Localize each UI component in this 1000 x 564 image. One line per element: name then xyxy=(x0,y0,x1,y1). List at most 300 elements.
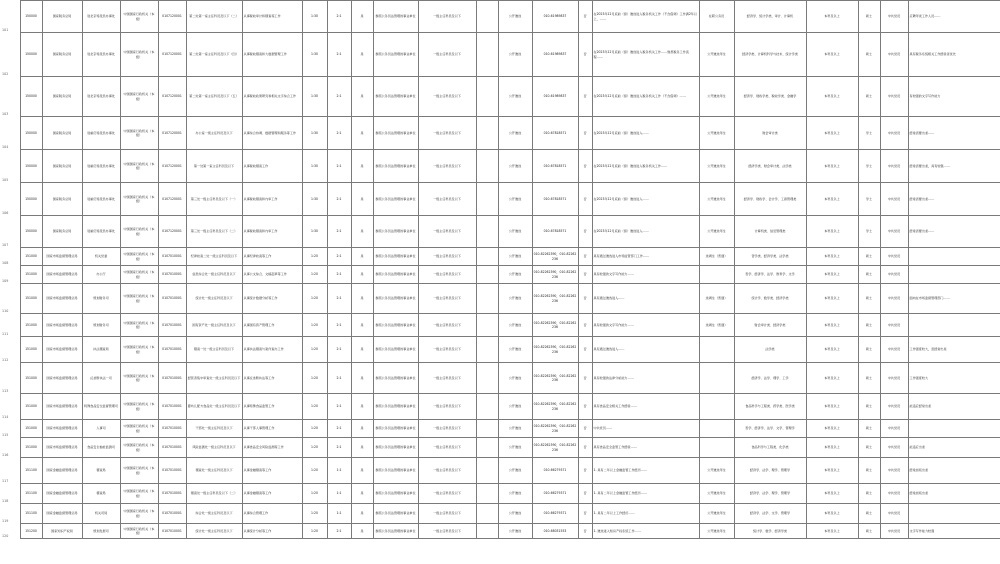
table-cell: 硕士 xyxy=(858,420,880,438)
table-cell xyxy=(476,394,498,420)
table-row xyxy=(0,337,1000,363)
table-cell: 0107120001 xyxy=(158,117,186,150)
table-cell: 中国国家行政机关（本级） xyxy=(120,420,158,438)
table-cell: 010-67818571 xyxy=(532,216,578,248)
table-cell: 公开遴选 xyxy=(498,394,532,420)
table-cell: 硕士 xyxy=(858,1,880,33)
table-cell: 010-82262390，010-82262236 xyxy=(532,337,578,363)
table-cell: 哲学、经济学、法学、教育学、文学 xyxy=(734,266,806,284)
table-cell: 010-82262390，010-82262236 xyxy=(532,314,578,337)
table-cell: 具有较强的文字写作能力…… xyxy=(592,314,699,337)
table-cell: 2:1 xyxy=(327,394,351,420)
table-cell: 150000 xyxy=(20,117,42,150)
table-cell: 中国国家行政机关（本级） xyxy=(120,504,158,524)
table-cell: 一级主任科员及以下 xyxy=(418,394,476,420)
table-cell: 驻重庆特派员办事处 xyxy=(82,216,120,248)
table-cell: 国有资产处一级主任科员及以下 xyxy=(186,314,242,337)
row-number: 106 xyxy=(0,183,20,216)
table-cell: 0107010001 xyxy=(158,266,186,284)
table-cell: 从事统计分析等工作 xyxy=(242,524,302,539)
table-cell: 公开遴选 xyxy=(498,484,532,504)
table-cell: 公开遴选 xyxy=(498,314,532,337)
table-cell xyxy=(476,314,498,337)
table-cell: 国家市场监督管理总局 xyxy=(42,266,82,284)
table-cell: 是 xyxy=(351,438,373,458)
table-cell: 反垄断执法一司 xyxy=(82,363,120,394)
table-cell: 执法稽查局 xyxy=(82,337,120,363)
table-cell: 公开遴选考生 xyxy=(699,484,734,504)
table-cell: 中国国家行政机关（本级） xyxy=(120,1,158,33)
table-cell: 一级主任科员及以下 xyxy=(418,524,476,539)
table-cell: 本科及以上 xyxy=(806,420,858,438)
table-cell: 统计处一级主任科员及以下 xyxy=(186,284,242,314)
row-number: 116 xyxy=(0,438,20,458)
table-cell xyxy=(699,266,734,284)
row-number: 114 xyxy=(0,394,20,420)
table-cell: 驻重庆特派员办事处 xyxy=(82,117,120,150)
table-cell: 国家市场监督管理总局 xyxy=(42,394,82,420)
table-cell: 是 xyxy=(351,524,373,539)
table-cell: 参照公务员法管理的事业单位 xyxy=(373,1,418,33)
table-cell: 中共党员 xyxy=(880,284,908,314)
table-cell: 具有通过遴选进入…… xyxy=(592,284,699,314)
table-cell: 国家税务总局 xyxy=(42,150,82,183)
table-cell: 2:1 xyxy=(327,524,351,539)
table-cell: 公开遴选 xyxy=(498,33,532,77)
table-cell: 纪律检查二处一级主任科员及以下 xyxy=(186,248,242,266)
table-cell xyxy=(476,216,498,248)
table-cell: 一级主任科员及以下 xyxy=(418,183,476,216)
table-cell: 参照公务员法管理的事业单位 xyxy=(373,484,418,504)
table-row xyxy=(0,216,1000,248)
table-cell: 国家金融监督管理总局 xyxy=(42,504,82,524)
table-cell: 学士 xyxy=(858,150,880,183)
table-cell: 中共党员 xyxy=(880,266,908,284)
table-cell: 第二处第一室主任科员及以下（二） xyxy=(186,1,242,33)
table-cell: 2:1 xyxy=(327,33,351,77)
table-cell: 国家市场监督管理总局 xyxy=(42,314,82,337)
table-cell: 本科及以上 xyxy=(806,33,858,77)
table-cell: 2:1 xyxy=(327,363,351,394)
table-cell: 010-82262390，010-82262236 xyxy=(532,420,578,438)
table-cell: 一级主任科员及以下 xyxy=(418,420,476,438)
table-cell: 010-67818571 xyxy=(532,117,578,150)
table-cell: 国家市场监督管理总局 xyxy=(42,420,82,438)
table-cell xyxy=(908,266,1000,284)
table-row xyxy=(0,524,1000,539)
table-cell xyxy=(699,337,734,363)
table-cell: 国家税务总局 xyxy=(42,117,82,150)
table-cell: 从事税收稽查和大数据管理工作 xyxy=(242,33,302,77)
table-cell xyxy=(476,504,498,524)
table-cell: 驻北京特派员办事处 xyxy=(82,1,120,33)
table-row xyxy=(0,394,1000,420)
table-cell: 151000 xyxy=(20,337,42,363)
table-cell xyxy=(476,183,498,216)
table-cell: 151200 xyxy=(20,524,42,539)
table-cell: 本科及以上 xyxy=(806,183,858,216)
table-cell: 学士 xyxy=(858,117,880,150)
table-cell: 具有较强的文字写作能力…… xyxy=(592,266,699,284)
table-cell xyxy=(699,394,734,420)
table-cell: 公开遴选考生 xyxy=(699,504,734,524)
table-cell: 硕士 xyxy=(858,394,880,420)
table-cell: 010-61989837 xyxy=(532,33,578,77)
table-cell: 中国国家行政机关（本级） xyxy=(120,284,158,314)
table-cell: 是 xyxy=(351,150,373,183)
table-cell: 法学类 xyxy=(734,337,806,363)
table-cell: 公开遴选 xyxy=(498,504,532,524)
table-cell: 0107010001 xyxy=(158,394,186,420)
table-cell: 从事执法稽查与案件查办工作 xyxy=(242,337,302,363)
table-cell: 否 xyxy=(578,504,592,524)
table-cell: 是 xyxy=(351,284,373,314)
table-cell: 1:30 xyxy=(302,216,327,248)
table-cell: 本科及以上 xyxy=(806,504,858,524)
table-cell: 公开遴选 xyxy=(498,117,532,150)
table-cell: 公开遴选 xyxy=(498,248,532,266)
table-cell xyxy=(699,420,734,438)
table-cell: 稽查处一级主任科员及以下（二） xyxy=(186,484,242,504)
table-cell: 婴幼儿配方食品处一级主任科员及以下 xyxy=(186,394,242,420)
table-cell: 151000 xyxy=(20,266,42,284)
table-cell: 否 xyxy=(578,150,592,183)
table-cell: 风险监测处一级主任科员及以下 xyxy=(186,438,242,458)
table-cell: 否 xyxy=(578,117,592,150)
table-cell: 硕士 xyxy=(858,77,880,117)
table-cell: 经济学、统计学类、审计、计算机 xyxy=(734,1,806,33)
table-row xyxy=(0,33,1000,77)
table-cell: 第三处一级主任科员及以下（二） xyxy=(186,216,242,248)
table-cell: 办公厅 xyxy=(82,266,120,284)
table-cell: 中国国家行政机关（本级） xyxy=(120,33,158,77)
table-cell: 中国国家行政机关（本级） xyxy=(120,216,158,248)
table-cell: 公开遴选 xyxy=(498,1,532,33)
table-cell: 哲学、经济学、法学、文学、管理学 xyxy=(734,420,806,438)
table-cell: 2:1 xyxy=(327,337,351,363)
table-cell: 参照公务员法管理的事业单位 xyxy=(373,504,418,524)
table-cell: 中国国家行政机关（本级） xyxy=(120,524,158,539)
table-row xyxy=(0,183,1000,216)
table-row xyxy=(0,150,1000,183)
table-row xyxy=(0,266,1000,284)
table-cell xyxy=(476,484,498,504)
table-cell: 是 xyxy=(351,337,373,363)
table-cell: 1:20 xyxy=(302,363,327,394)
table-cell xyxy=(908,314,1000,337)
table-cell: 是 xyxy=(351,363,373,394)
table-cell: 学士 xyxy=(858,183,880,216)
table-cell: 哲学类、经济学类、法学类 xyxy=(734,248,806,266)
table-cell: 中国国家行政机关（本级） xyxy=(120,484,158,504)
table-cell: 经常需要出差…… xyxy=(908,183,1000,216)
table-cell: 否 xyxy=(578,183,592,216)
table-cell: 本科及以上 xyxy=(806,248,858,266)
table-cell: 0107010001 xyxy=(158,314,186,337)
table-cell: 本科及以上 xyxy=(806,484,858,504)
table-cell: 硕士 xyxy=(858,337,880,363)
table-cell: 干部处一级主任科员及以下 xyxy=(186,420,242,438)
table-cell: 1:20 xyxy=(302,524,327,539)
table-cell: 中共党员 xyxy=(880,337,908,363)
table-cell: 公开遴选 xyxy=(498,266,532,284)
table-cell: 食品安全抽检监测司 xyxy=(82,438,120,458)
row-number: 111 xyxy=(0,314,20,337)
table-cell: 2:1 xyxy=(327,183,351,216)
table-cell: 一级主任科员及以下 xyxy=(418,216,476,248)
table-cell: 是 xyxy=(351,266,373,284)
table-cell: 具有食品安全监管工作经验…… xyxy=(592,438,699,458)
table-cell: 1:30 xyxy=(302,1,327,33)
table-cell: 经济学、财政学类、税收学类、金融学 xyxy=(734,77,806,117)
table-cell: 150000 xyxy=(20,216,42,248)
table-cell: 是 xyxy=(351,458,373,484)
table-cell: 一级主任科员及以下 xyxy=(418,1,476,33)
table-cell: 学士 xyxy=(858,216,880,248)
table-cell: 公开遴选考生 xyxy=(699,216,734,248)
table-cell: 中国国家行政机关（本级） xyxy=(120,77,158,117)
table-cell: 1:30 xyxy=(302,117,327,150)
table-cell: 0107120001 xyxy=(158,33,186,77)
table-cell: 国家知识产权局 xyxy=(42,524,82,539)
table-cell: 010-82262390，010-82262236 xyxy=(532,394,578,420)
table-cell: 1:20 xyxy=(302,420,327,438)
table-cell: 一级主任科员及以下 xyxy=(418,314,476,337)
table-cell: 本科及以上 xyxy=(806,314,858,337)
table-cell: 151000 xyxy=(20,314,42,337)
table-cell: 计算机类、信息管理类 xyxy=(734,216,806,248)
table-cell: 选调生（普通） xyxy=(699,248,734,266)
table-cell: 010-82262390，010-82262236 xyxy=(532,438,578,458)
table-cell: 010-82262390，010-82262236 xyxy=(532,284,578,314)
table-cell: 1. 遴选进入知识产权系统工作…… xyxy=(592,524,699,539)
row-number: 118 xyxy=(0,484,20,504)
table-cell: 特殊食品安全监督管理司 xyxy=(82,394,120,420)
table-cell: 151000 xyxy=(20,420,42,438)
table-row xyxy=(0,504,1000,524)
table-cell: 参照公务员法管理的事业单位 xyxy=(373,150,418,183)
table-cell: 第三处一级主任科员及以下（一） xyxy=(186,183,242,216)
table-cell: 硕士 xyxy=(858,484,880,504)
table-cell: 一级主任科员及以下 xyxy=(418,150,476,183)
table-cell: 1:30 xyxy=(302,77,327,117)
table-cell: 0107120001 xyxy=(158,216,186,248)
table-cell: 150000 xyxy=(20,150,42,183)
table-cell: 国家市场监督管理总局 xyxy=(42,284,82,314)
table-cell: 参照公务员法管理的事业单位 xyxy=(373,524,418,539)
table-cell: 010-66279371 xyxy=(532,458,578,484)
table-cell: 硕士 xyxy=(858,363,880,394)
table-cell: 否 xyxy=(578,394,592,420)
table-cell: 1:20 xyxy=(302,337,327,363)
table-cell: 硕士 xyxy=(858,266,880,284)
table-cell: 一级主任科员及以下 xyxy=(418,337,476,363)
table-cell xyxy=(476,33,498,77)
table-cell: 公开遴选考生 xyxy=(699,33,734,77)
row-number: 105 xyxy=(0,150,20,183)
table-cell: 中共党员 xyxy=(880,438,908,458)
table-cell: 硕士 xyxy=(858,504,880,524)
table-cell: 中共党员 xyxy=(880,458,908,484)
row-number: 107 xyxy=(0,216,20,248)
table-cell: 0107010001 xyxy=(158,504,186,524)
table-cell: 国家税务总局 xyxy=(42,77,82,117)
table-cell: 经济学、法学、文学、管理学 xyxy=(734,504,806,524)
table-cell xyxy=(476,77,498,117)
table-cell: 010-82262390，010-82262236 xyxy=(532,248,578,266)
table-cell xyxy=(908,420,1000,438)
table-cell: 规划财务司 xyxy=(82,314,120,337)
table-cell: 参照公务员法管理的事业单位 xyxy=(373,314,418,337)
table-cell: 中共党员 xyxy=(880,183,908,216)
table-cell: 2:1 xyxy=(327,284,351,314)
table-cell: 中共党员 xyxy=(880,77,908,117)
table-cell: 1:20 xyxy=(302,458,327,484)
table-cell: 010-82262390，010-82262236 xyxy=(532,363,578,394)
table-cell: 国家税务总局 xyxy=(42,1,82,33)
table-cell: 否 xyxy=(578,314,592,337)
table-cell: 2:1 xyxy=(327,266,351,284)
table-cell: 中国国家行政机关（本级） xyxy=(120,458,158,484)
table-cell: 中共党员 xyxy=(880,420,908,438)
table-cell: 一级主任科员及以下 xyxy=(418,438,476,458)
table-cell: 机关司局 xyxy=(82,504,120,524)
table-cell: 硕士 xyxy=(858,438,880,458)
table-cell: 统计处一级主任科员及以下 xyxy=(186,524,242,539)
table-cell: 公开遴选 xyxy=(498,150,532,183)
table-cell: 一级主任科员及以下 xyxy=(418,504,476,524)
table-cell: 从事金融稽查等工作 xyxy=(242,484,302,504)
table-cell: 在2023年12月底前（拟）遴选进入…… xyxy=(592,216,699,248)
table-cell: 硕士 xyxy=(858,248,880,266)
table-cell: 010-67818571 xyxy=(532,150,578,183)
table-cell: 0107010001 xyxy=(158,438,186,458)
table-cell: 稽查局 xyxy=(82,484,120,504)
table-cell: 从事公文综合、文稿起草等工作 xyxy=(242,266,302,284)
table-cell: 1:1 xyxy=(327,504,351,524)
table-cell: 中国国家行政机关（本级） xyxy=(120,394,158,420)
table-cell: 010-82262390，010-82262236 xyxy=(532,266,578,284)
table-cell: 第二处第一室主任科员及以下（四） xyxy=(186,33,242,77)
table-cell xyxy=(476,150,498,183)
table-cell: 公开遴选 xyxy=(498,183,532,216)
table-cell: 0107010001 xyxy=(158,484,186,504)
table-cell: 1:1 xyxy=(327,484,351,504)
table-cell: 从事反垄断执法等工作 xyxy=(242,363,302,394)
table-cell: 1:20 xyxy=(302,266,327,284)
table-cell xyxy=(908,248,1000,266)
table-cell: 文字写作能力较强 xyxy=(908,524,1000,539)
table-cell: 1. 具有二年以上金融监管工作经历…… xyxy=(592,484,699,504)
table-cell: 从事纪律检查等工作 xyxy=(242,248,302,266)
table-row xyxy=(0,117,1000,150)
table-cell: 中共党员 xyxy=(880,33,908,77)
table-cell: 中国国家行政机关（本级） xyxy=(120,266,158,284)
table-cell: 参照公务员法管理的事业单位 xyxy=(373,337,418,363)
table-cell: 本科及以上 xyxy=(806,117,858,150)
table-cell: 在2023年12月底前（拟）遴选进入…… xyxy=(592,183,699,216)
table-cell: 硕士 xyxy=(858,314,880,337)
table-cell: 一级主任科员及以下 xyxy=(418,363,476,394)
table-cell: 工作强度较大 xyxy=(908,363,1000,394)
table-cell: 0107010001 xyxy=(158,248,186,266)
row-number: 108 xyxy=(0,248,20,266)
table-cell: 否 xyxy=(578,216,592,248)
table-cell: 财会审计类 xyxy=(734,117,806,150)
table-cell: 经济学、法学、理学、工学 xyxy=(734,363,806,394)
table-cell: 本科及以上 xyxy=(806,394,858,420)
table-cell: 参照公务员法管理的事业单位 xyxy=(373,458,418,484)
table-cell: 1:20 xyxy=(302,394,327,420)
table-cell: 否 xyxy=(578,33,592,77)
table-cell: 公开遴选 xyxy=(498,337,532,363)
table-cell: 否 xyxy=(578,484,592,504)
table-cell: 公开遴选 xyxy=(498,420,532,438)
table-cell: 在职公务员 xyxy=(699,1,734,33)
table-cell: 工作强度较大，需经常出差 xyxy=(908,337,1000,363)
table-cell: 否 xyxy=(578,77,592,117)
table-cell: 经济学、法学、理学、管理学 xyxy=(734,458,806,484)
table-cell: 经济学、财政学、会计学、工商管理类 xyxy=(734,183,806,216)
table-cell: 从事食品安全风险监测等工作 xyxy=(242,438,302,458)
table-cell: 是 xyxy=(351,484,373,504)
table-cell: 是 xyxy=(351,33,373,77)
table-cell: 否 xyxy=(578,284,592,314)
table-cell: 国家市场监督管理总局 xyxy=(42,438,82,458)
table-cell: 一级主任科员及以下 xyxy=(418,458,476,484)
table-cell: 一级主任科员及以下 xyxy=(418,266,476,284)
row-number: 102 xyxy=(0,33,20,77)
table-cell: 经营者集中审查处一级主任科员及以下 xyxy=(186,363,242,394)
table-cell: 能适应出差 xyxy=(908,438,1000,458)
table-cell: 财会审计类、经济学类 xyxy=(734,314,806,337)
table-cell: 经济学类、计算机科学与技术、统计学类 xyxy=(734,33,806,77)
table-cell: 从事税收审计和稽查等工作 xyxy=(242,1,302,33)
table-cell: 2:1 xyxy=(327,216,351,248)
table-cell: 规划发展司 xyxy=(82,524,120,539)
table-cell: 选调生（普通） xyxy=(699,314,734,337)
table-cell: 第一处第一室主任科员及以下 xyxy=(186,150,242,183)
table-cell: 一级主任科员及以下 xyxy=(418,77,476,117)
table-cell: 参照公务员法管理的事业单位 xyxy=(373,438,418,458)
table-cell: 参照公务员法管理的事业单位 xyxy=(373,117,418,150)
table-cell: 参照公务员法管理的事业单位 xyxy=(373,394,418,420)
table-cell: 公开遴选考生 xyxy=(699,524,734,539)
table-cell: 综合处一级主任科员及以下 xyxy=(186,504,242,524)
table-cell: 从事税收稽查和内审工作 xyxy=(242,216,302,248)
table-cell: 0107120001 xyxy=(158,77,186,117)
table-cell: 151000 xyxy=(20,284,42,314)
table-cell: 参照公务员法管理的事业单位 xyxy=(373,216,418,248)
table-cell: 否 xyxy=(578,420,592,438)
table-cell xyxy=(699,363,734,394)
table-cell xyxy=(908,504,1000,524)
table-cell: 否 xyxy=(578,438,592,458)
table-cell: 国家金融监督管理总局 xyxy=(42,484,82,504)
table-cell: 从事综合管理工作 xyxy=(242,504,302,524)
table-cell: 是 xyxy=(351,183,373,216)
row-number: 101 xyxy=(0,1,20,33)
table-cell: 本科及以上 xyxy=(806,524,858,539)
table-cell: 151100 xyxy=(20,458,42,484)
table-cell: 具有通过遴选进入市场监管部门工作…… xyxy=(592,248,699,266)
table-cell: 机关党委 xyxy=(82,248,120,266)
table-cell xyxy=(476,1,498,33)
table-cell: 2:1 xyxy=(327,1,351,33)
row-number: 104 xyxy=(0,117,20,150)
table-cell: 公开遴选考生 xyxy=(699,150,734,183)
table-cell: 1:30 xyxy=(302,33,327,77)
